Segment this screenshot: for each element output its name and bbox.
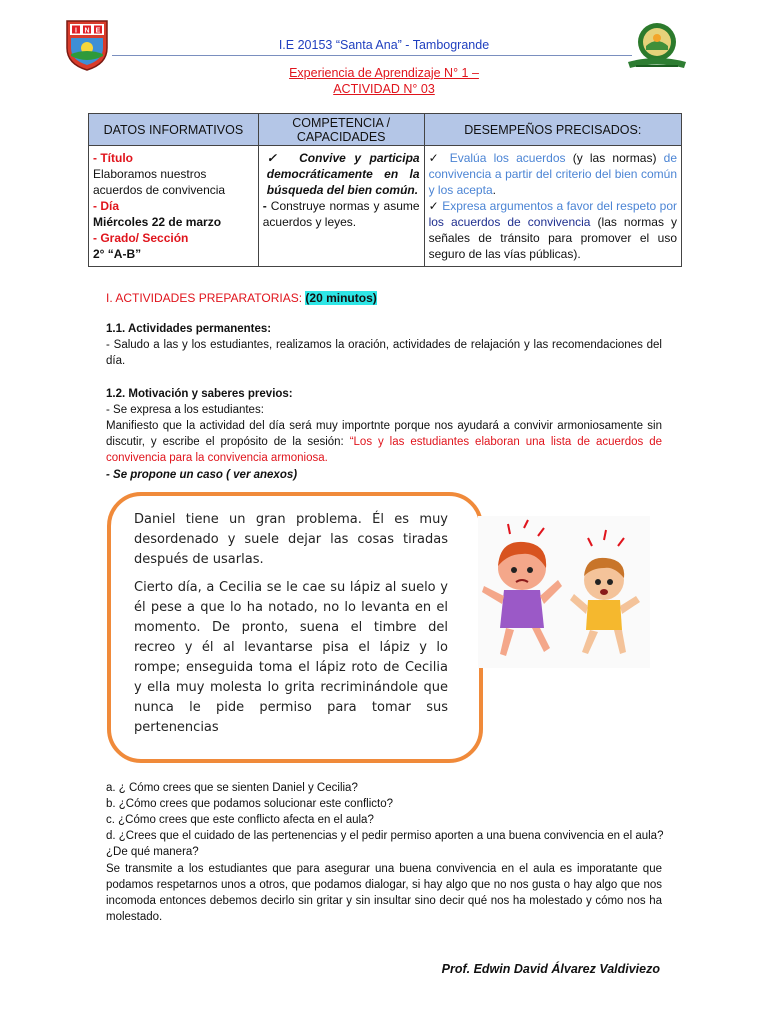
header-desempenos: DESEMPEÑOS PRECISADOS: (424, 114, 681, 146)
section-title: I. ACTIVIDADES PREPARATORIAS: (20 minutos) (106, 291, 377, 305)
info-table (88, 113, 682, 267)
competencia-text: ✓ Convive y participa democráticamente en la búsqueda del bien común. (266, 151, 420, 197)
table-row (89, 146, 682, 267)
checkmark-icon: ✓ (266, 151, 300, 165)
grado-value: 2° “A-B” (93, 247, 142, 261)
angry-kids-illustration (478, 516, 650, 668)
dia-value: Miércoles 22 de marzo (93, 215, 222, 229)
experience-title: Experiencia de Aprendizaje N° 1 – (289, 66, 479, 80)
checkmark-icon: ✓ (428, 199, 443, 213)
school-name-header: I.E 20153 “Santa Ana” - Tambogrande (278, 38, 490, 52)
desempeno-2: ✓ Expresa argumentos a favor del respeto por los acuerdos de convivencia (las normas y señales de tránsito para promover el uso seguro de las vías públicas). (428, 199, 677, 261)
subsection-1-2-line: - Se expresa a los estudiantes: (106, 404, 264, 416)
header-divider (112, 55, 632, 56)
story-text (134, 510, 448, 746)
grado-label: - Grado/ Sección (93, 231, 189, 245)
desempenos-cell (424, 146, 681, 267)
question-b: b. ¿Cómo crees que podamos solucionar este conflicto? (106, 798, 394, 810)
subsection-1-1-title: 1.1. Actividades permanentes: (106, 323, 272, 335)
activity-number: ACTIVIDAD N° 03 (333, 82, 435, 96)
question-c: c. ¿Cómo crees que este conflicto afecta en el aula? (106, 814, 374, 826)
capacidad-text: - Construye normas y asume acuerdos y leyes. (262, 199, 420, 229)
header-datos: DATOS INFORMATIVOS (89, 114, 259, 146)
svg-text:E: E (95, 27, 101, 35)
competencia-cell (258, 146, 424, 267)
datos-cell (89, 146, 259, 267)
question-d: d. ¿Crees que el cuidado de las pertenencias y el pedir permiso aporten a una buena convivencia en el aula? ¿De qué manera? (106, 830, 664, 858)
story-paragraph-1: Daniel tiene un gran problema. Él es muy desordenado y suele dejar las cosas tiradas después de usarlas. (134, 512, 448, 567)
header-competencia: COMPETENCIA / CAPACIDADES (258, 114, 424, 146)
subsection-1-2-title: 1.2. Motivación y saberes previos: (106, 388, 293, 400)
teacher-signature: Prof. Edwin David Álvarez Valdiviezo (441, 962, 660, 976)
svg-text:I: I (75, 27, 77, 35)
story-paragraph-2: Cierto día, a Cecilia se le cae su lápiz al suelo y él pese a que lo ha notado, no lo levanta en el momento. De pronto, suena el timbre del recreo y él al levantarse pisa el lápiz y lo rompe; enseguida toma el lápiz roto de Cecilia y ella muy molesta lo grita recriminándole que nunca le pide permiso para tomar sus pertenencias (134, 580, 448, 735)
svg-text:N: N (84, 27, 90, 35)
question-a: a. ¿ Cómo crees que se sienten Daniel y Cecilia? (106, 782, 358, 794)
dia-label: - Día (93, 199, 120, 213)
table-header-row (89, 114, 682, 146)
checkmark-icon: ✓ (428, 151, 450, 165)
titulo-label: - Título (93, 151, 133, 165)
titulo-value: Elaboramos nuestros acuerdos de convivencia (93, 167, 226, 197)
desempeno-1: ✓ Evalúa los acuerdos (y las normas) de convivencia a partir del criterio del bien común y los acepta. (428, 151, 678, 197)
case-intro: - Se propone un caso ( ver anexos) (106, 469, 298, 481)
closing-paragraph: Se transmite a los estudiantes que para asegurar una buena convivencia en el aula es imporatante que podamos respetarnos unos a otros, que podamos dialogar, si hay algo que no nos gusta o hay algo que nos incomoda entonces debemos decirlo sin gritar y sin insultar sino decir qué nos ha molestado y cómo nos ha molestado. (106, 863, 662, 923)
subsection-1-1-text: - Saludo a las y los estudiantes, realizamos la oración, actividades de relajación y las recomendaciones del día. (106, 339, 662, 367)
subsection-1-2-text: Manifiesto que la actividad del día será muy importnte porque nos ayudará a convivir armoniosamente sin discutir, y escribe el propósito de la sesión: “Los y las estudiantes elaboran una lista de acuerdos de convivencia para la convivencia armoniosa. (106, 420, 662, 464)
